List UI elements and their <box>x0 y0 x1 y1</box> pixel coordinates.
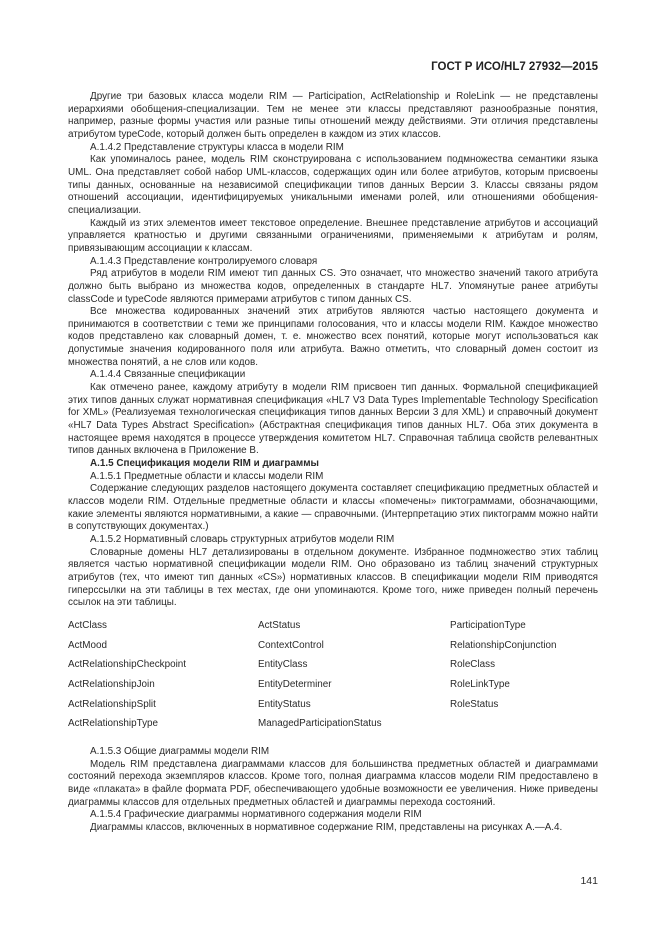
table-cell: RoleLinkType <box>450 678 510 690</box>
table-cell: ActRelationshipCheckpoint <box>68 659 187 671</box>
table-cell: ActClass <box>68 619 107 631</box>
section-heading: А.1.5.3 Общие диаграммы модели RIM <box>90 746 270 758</box>
section-heading: А.1.4.2 Представление структуры класса в модели RIM <box>90 141 344 153</box>
table-row <box>68 659 598 679</box>
page-number: 141 <box>580 874 598 887</box>
table-cell: ActRelationshipJoin <box>68 678 155 690</box>
table-cell: ManagedParticipationStatus <box>258 718 382 730</box>
body-text-top <box>68 91 598 610</box>
table-cell: RelationshipConjunction <box>450 639 557 651</box>
section-heading: А.1.5 Спецификация модели RIM и диаграммы <box>90 458 319 470</box>
document-header: ГОСТ Р ИСО/HL7 27932—2015 <box>431 61 598 73</box>
paragraph: Модель RIM представлена диаграммами классов для большинства предметных областей и диаграммами состояний перехода экземпляров классов. Кроме того, полная диаграмма классов модели RIM предоставлено в виде «плаката» в файле формата PDF, обеспечивающего удобные возможности ее увеличения. Ниже приведены диаграммы классов для отдельных предметных областей и диаграммы перехода состояний. <box>68 758 598 808</box>
section-heading: А.1.5.4 Графические диаграммы нормативного содержания модели RIM <box>90 809 422 821</box>
section-heading: А.1.4.4 Связанные спецификации <box>90 369 246 381</box>
paragraph: Другие три базовых класса модели RIM — Participation, ActRelationship и RoleLink — не представлены иерархиями обобщения-специализации. Тем не менее эти классы представляют разнообразные понятия, например, разные формы участия или разные типы отношений между действиями. Эти отличия представлены атрибутом typeCode, который должен быть определен в каждом из этих классов. <box>68 91 598 140</box>
section-heading: А.1.5.2 Нормативный словарь структурных атрибутов модели RIM <box>90 533 395 545</box>
paragraph: Как отмечено ранее, каждому атрибуту в модели RIM присвоен тип данных. Формальной спецификацией этих типов данных служат нормативная спецификация «HL7 V3 Data Types Implementable Technology Specification for XML» (Реализуемая технологическая спецификация типов данных Версии 3 для XML) и справочный документ «HL7 Data Types Abstract Specification» (Абстрактная спецификация типов данных HL7. Оба этих документа в настоящее время находятся в процессе утверждения комитетом HL7. Справочная таблица свойств релевантных типов данных включена в Приложение В. <box>68 382 598 457</box>
body-text-bottom <box>68 746 598 835</box>
table-cell: EntityClass <box>258 659 308 671</box>
page-content <box>68 91 598 887</box>
table-cell: EntityDeterminer <box>258 678 332 690</box>
table-cell: ActMood <box>68 639 107 651</box>
table-cell: ContextControl <box>258 639 324 651</box>
section-heading: А.1.4.3 Представление контролируемого словаря <box>90 255 318 267</box>
table-row <box>68 679 598 699</box>
section-heading: А.1.5.1 Предметные области и классы модели RIM <box>90 470 324 482</box>
paragraph: Словарные домены HL7 детализированы в отдельном документе. Избранное подмножество этих таблиц является частью нормативной спецификации модели RIM. Оно образовано из таблиц значений структурных атрибутов (тех, что имеют тип данных «CS») нормативных классов. В спецификации модели RIM приводятся гиперссылки на эти таблицы в тех местах, где они упоминаются. Кроме того, ниже приведен полный перечень ссылок на эти таблицы. <box>68 546 598 609</box>
table-row <box>68 640 598 660</box>
table-cell <box>450 718 598 738</box>
paragraph: Содержание следующих разделов настоящего документа составляет спецификацию предметных областей и классов модели RIM. Отдельные предметные области и классы «помечены» пиктограммами, обозначающими, какие элементы являются нормативными, а какие — справочными. (Интерпретацию этих пиктограмм можно найти в сопутствующих документах.) <box>68 483 598 533</box>
table-cell: ActRelationshipType <box>68 718 159 730</box>
table-cell: RoleStatus <box>450 698 499 710</box>
table-cell: RoleClass <box>450 659 496 671</box>
table-row <box>68 699 598 719</box>
paragraph: Диаграммы классов, включенных в нормативное содержание RIM, представлены на рисунках А.—А.4. <box>90 821 563 833</box>
paragraph: Каждый из этих элементов имеет текстовое определение. Внешнее представление атрибутов и ассоциаций управляется кратностью и другими связанными ограничениями, применяемыми к атрибутам и ролям, привязывающим ассоциации к классам. <box>68 217 598 254</box>
table-cell: EntityStatus <box>258 698 311 710</box>
table-row <box>68 718 598 738</box>
vocabulary-table <box>68 620 598 738</box>
table-cell: ActStatus <box>258 619 301 631</box>
table-cell: ActRelationshipSplit <box>68 698 156 710</box>
paragraph: Все множества кодированных значений этих атрибутов являются частью настоящего документа и принимаются в соответствии с теми же принципами голосования, что и классы модели RIM. Каждое множество кодов представлено как словарный домен, т. е. множество всех понятий, которые могут использоваться как допустимые значения кодированного поля или атрибута. Важно отметить, что словарный домен состоит из множества понятий, а не слов или кодов. <box>68 306 598 368</box>
paragraph: Как упоминалось ранее, модель RIM сконструирована с использованием подмножества семантики языка UML. Она представляет собой набор UML-классов, содержащих один или более атрибутов, которым присвоены типы данных, основанные на независимой спецификации типов данных Версии 3. Классы связаны рядом отношений ассоциации, идентифицируемых уникальными именами ролей, или отношениями обобщения-специализации. <box>68 154 598 216</box>
table-row <box>68 620 598 640</box>
table-cell: ParticipationType <box>450 619 526 631</box>
paragraph: Ряд атрибутов в модели RIM имеют тип данных CS. Это означает, что множество значений такого атрибута должно быть выбрано из множества кодов, определенных в стандарте HL7. Упомянутые ранее атрибуты classCode и typeCode являются примерами атрибутов с типом данных CS. <box>68 268 598 305</box>
